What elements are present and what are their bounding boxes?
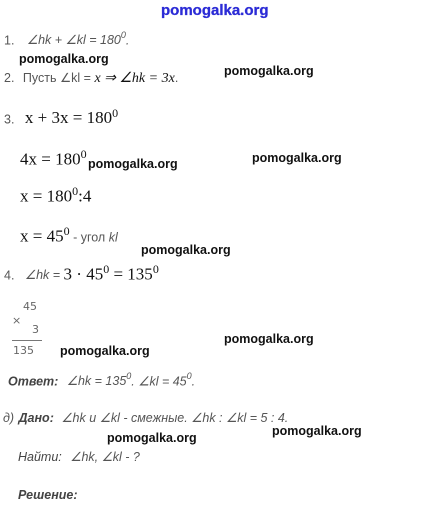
line-5 (20, 184, 91, 206)
line-2-math: x ⇒ ∠hk = 3x (94, 71, 175, 86)
answer-line (8, 371, 195, 390)
watermark: pomogalka.org (272, 424, 362, 438)
given-line (3, 409, 288, 427)
watermark: pomogalka.org (224, 332, 314, 346)
watermark: pomogalka.org (107, 431, 197, 445)
line-5-math: x = 180 (20, 186, 73, 206)
line-2-number: 2. (4, 71, 15, 85)
line-2-text: Пусть ∠kl = (22, 71, 95, 85)
watermark: pomogalka.org (141, 243, 231, 257)
column-sign: × (12, 314, 22, 327)
line-5-sup: 0 (72, 184, 79, 198)
line-4-sup: 0 (80, 147, 87, 161)
solution-line (18, 486, 78, 504)
column-result: 135 (13, 344, 34, 357)
line-1-number: 1. (4, 33, 15, 48)
line-1-tail: . (125, 33, 130, 48)
line-3-math: x + 3x = 180 (24, 108, 113, 128)
column-top: 45 (23, 300, 37, 313)
line-7-math2: = 135 (109, 264, 153, 284)
line-1-sup: 0 (120, 30, 126, 40)
line-1 (4, 30, 129, 49)
answer-text2: . ∠kl = 45 (131, 374, 187, 389)
line-1-text: ∠hk + ∠kl = 180 (26, 33, 121, 48)
line-3-sup: 0 (112, 106, 119, 120)
line-3-number: 3. (4, 112, 15, 127)
solution-label: Решение: (18, 488, 78, 502)
line-4-math: 4x = 180 (20, 149, 81, 169)
line-3 (4, 106, 118, 128)
column-mid: 3 (32, 323, 39, 336)
find-line (18, 448, 140, 466)
answer-label: Ответ: (8, 374, 59, 389)
line-6-tail: - угол (69, 230, 109, 245)
line-7 (4, 262, 159, 284)
given-text: ∠hk и ∠kl - смежные. ∠hk : ∠kl = 5 : 4. (61, 411, 289, 425)
given-label: Дано: (18, 411, 54, 425)
line-2 (4, 69, 178, 87)
watermark: pomogalka.org (224, 64, 314, 78)
line-7-sup2: 0 (152, 262, 159, 276)
line-6-tail-italic: kl (108, 230, 118, 245)
column-rule (12, 340, 42, 341)
find-label: Найти: (18, 450, 62, 464)
line-6-sup: 0 (63, 224, 70, 238)
watermark: pomogalka.org (252, 151, 342, 165)
answer-sup: 0 (126, 371, 132, 381)
given-prefix: д) (3, 411, 15, 425)
line-7-number: 4. (4, 268, 15, 283)
line-7-text: ∠hk = (24, 268, 64, 283)
line-5-tail: :4 (78, 186, 92, 206)
watermark: pomogalka.org (88, 157, 178, 171)
line-4 (20, 147, 87, 169)
answer-sup2: 0 (186, 371, 192, 381)
header-watermark: pomogalka.org (161, 2, 269, 19)
answer-tail: . (191, 374, 196, 389)
line-7-sup: 0 (103, 262, 110, 276)
line-6-math: x = 45 (20, 226, 64, 246)
answer-text: ∠hk = 135 (66, 374, 127, 389)
find-text: ∠hk, ∠kl - ? (70, 450, 140, 464)
watermark: pomogalka.org (19, 52, 109, 66)
line-6 (20, 224, 118, 246)
line-7-math: 3 · 45 (63, 264, 104, 284)
watermark: pomogalka.org (60, 344, 150, 358)
line-2-tail: . (174, 71, 179, 85)
